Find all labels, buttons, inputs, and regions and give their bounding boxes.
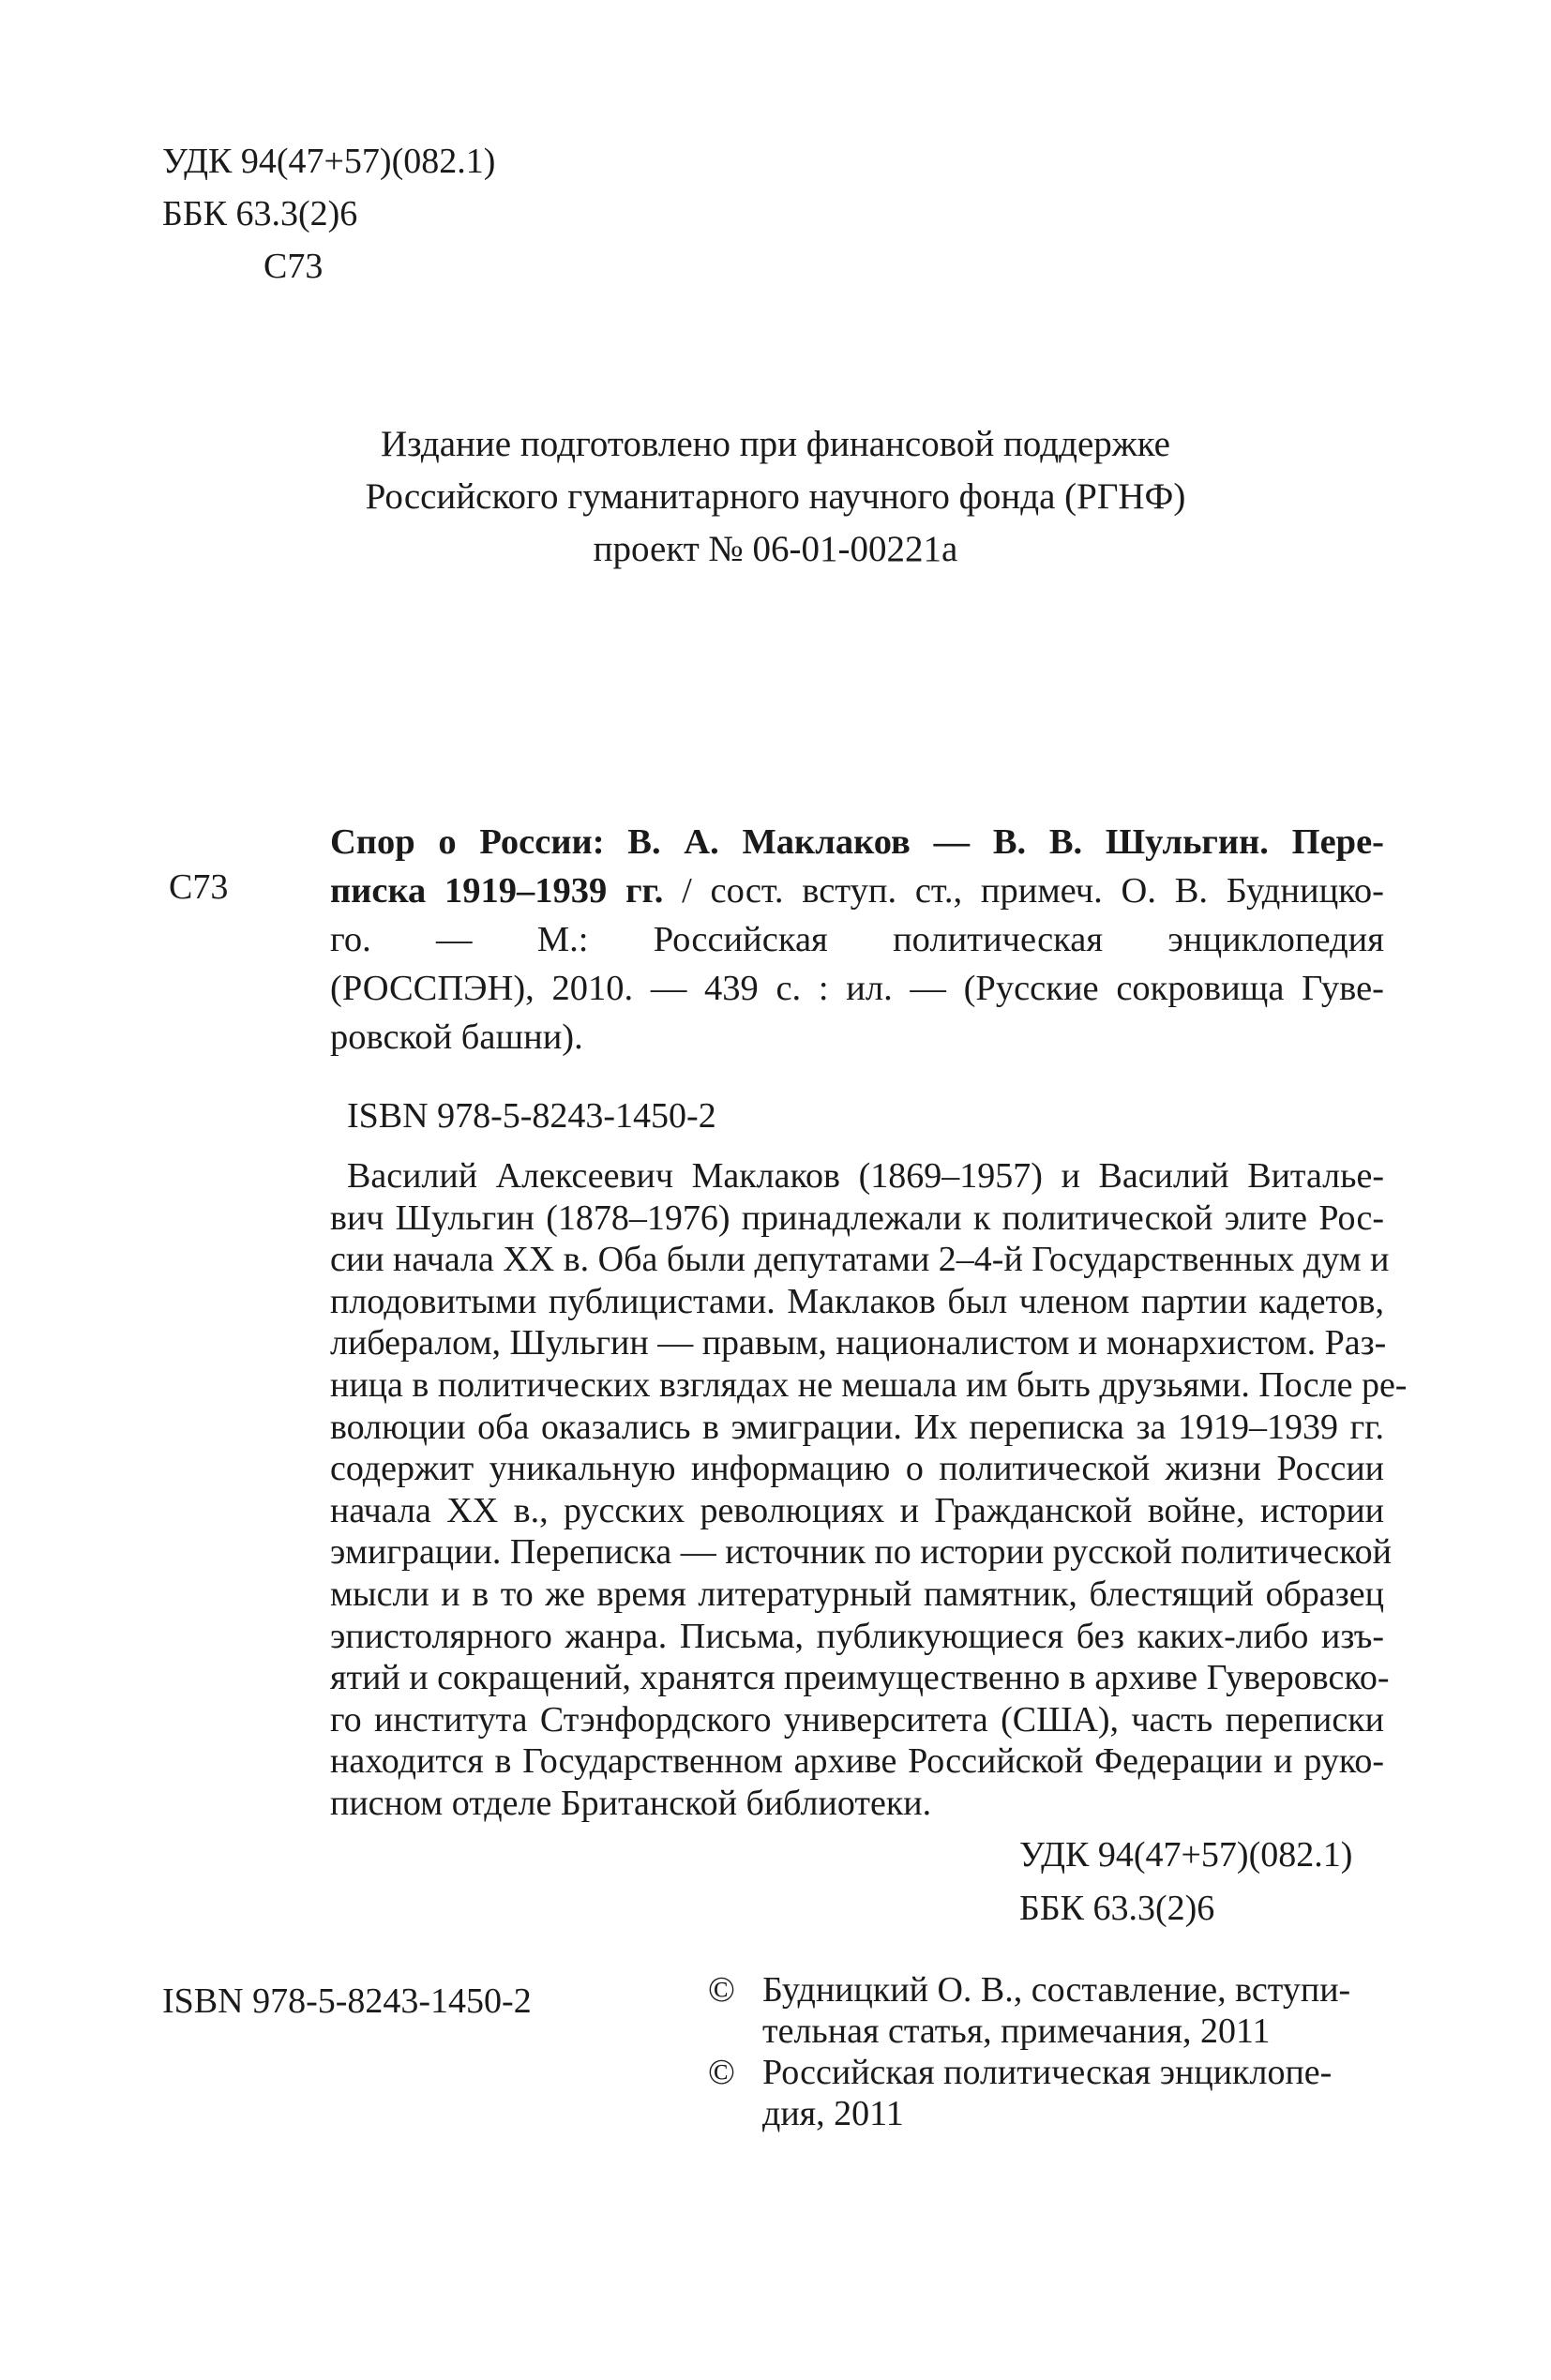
annotation-line: Василий Алексеевич Маклаков (1869–1957) и Василий Виталье-	[347, 1156, 1384, 1196]
annotation-line: мысли и в то же время литературный памятник, блестящий образец	[330, 1574, 1384, 1614]
classification-bottom	[1019, 1829, 1352, 1936]
annotation-line: го института Стэнфордского университета (США), часть переписки	[330, 1699, 1384, 1740]
annotation-line: ница в политических взглядах не мешала им быть друзьями. После ре-	[330, 1364, 1408, 1405]
annotation-line: плодовитыми публицистами. Маклаков был членом партии кадетов,	[330, 1281, 1384, 1321]
record-title-bold-1: Спор о России: В. А. Маклаков — В. В. Шульгин. Пере-	[330, 822, 1384, 862]
funding-line-2: Российского гуманитарного научного фонда (РГНФ)	[365, 476, 1186, 517]
annotation-line: содержит уникальную информацию о политической жизни России	[330, 1449, 1384, 1489]
annotation-line: писном отделе Британской библиотеки.	[330, 1783, 932, 1823]
bibliographic-record	[330, 818, 1384, 1062]
classification-block	[162, 135, 495, 293]
record-line-3: го. — М.: Российская политическая энциклопедия	[330, 920, 1384, 959]
copyright-symbol: ©	[708, 1970, 735, 2010]
annotation-line: либералом, Шульгин — правым, националистом и монархистом. Раз-	[330, 1323, 1387, 1363]
isbn-bottom: ISBN 978-5-8243-1450-2	[162, 1981, 532, 2021]
record-title-line-2	[330, 866, 1384, 915]
annotation-line: начала XX в., русских революциях и Гражданской войне, истории	[330, 1490, 1384, 1530]
record-author-mark: С73	[169, 867, 229, 907]
bbk-code-bottom: ББК 63.3(2)6	[1019, 1889, 1215, 1928]
copyright-text: Российская политическая энциклопе-	[762, 2053, 1333, 2092]
annotation-line: эпистолярного жанра. Письма, публикующиеся без каких-либо изъ-	[330, 1616, 1384, 1656]
isbn-record: ISBN 978-5-8243-1450-2	[347, 1096, 716, 1136]
copyright-block	[708, 1969, 1383, 2134]
record-title-bold-2: писка 1919–1939 гг.	[330, 871, 664, 911]
copyright-notice-2-cont: дия, 2011	[762, 2094, 904, 2133]
copyright-notice-1-cont: тельная статья, примечания, 2011	[762, 2011, 1271, 2051]
record-line-5: ровской башни).	[330, 1017, 583, 1057]
bbk-code: ББК 63.3(2)6	[162, 194, 358, 233]
annotation-line: волюции оба оказались в эмиграции. Их переписка за 1919–1939 гг.	[330, 1407, 1384, 1447]
udk-code-bottom: УДК 94(47+57)(082.1)	[1019, 1835, 1353, 1875]
copyright-symbol: ©	[708, 2053, 735, 2092]
copyright-notice-2	[708, 2052, 1383, 2093]
annotation-line: эмиграции. Переписка — источник по истории русской политической	[330, 1532, 1393, 1573]
funding-line-1: Издание подготовлено при финансовой поддержке	[381, 424, 1170, 464]
author-mark: С73	[264, 247, 324, 286]
record-title-line-1	[330, 818, 1384, 866]
annotation-line: вич Шульгин (1878–1976) принадлежали к политической элите Рос-	[330, 1198, 1384, 1238]
funding-notice	[0, 418, 1551, 576]
copyright-text: Будницкий О. В., составление, вступи-	[762, 1970, 1351, 2010]
funding-line-3: проект № 06-01-00221а	[593, 529, 958, 569]
annotation-line: находится в Государственном архиве Российской Федерации и руко-	[330, 1741, 1384, 1782]
record-responsibility: / сост. вступ. ст., примеч. О. В. Будницко-	[663, 871, 1384, 911]
annotation	[330, 1155, 1408, 1825]
annotation-line: ятий и сокращений, хранятся преимущественно в архиве Гуверовско-	[330, 1658, 1390, 1698]
copyright-notice-1	[708, 1969, 1383, 2011]
annotation-line: сии начала XX в. Оба были депутатами 2–4-й Государственных дум и	[330, 1240, 1390, 1280]
record-line-4: (РОССПЭН), 2010. — 439 с. : ил. — (Русские сокровища Гуве-	[330, 969, 1384, 1008]
udk-code: УДК 94(47+57)(082.1)	[162, 142, 496, 181]
